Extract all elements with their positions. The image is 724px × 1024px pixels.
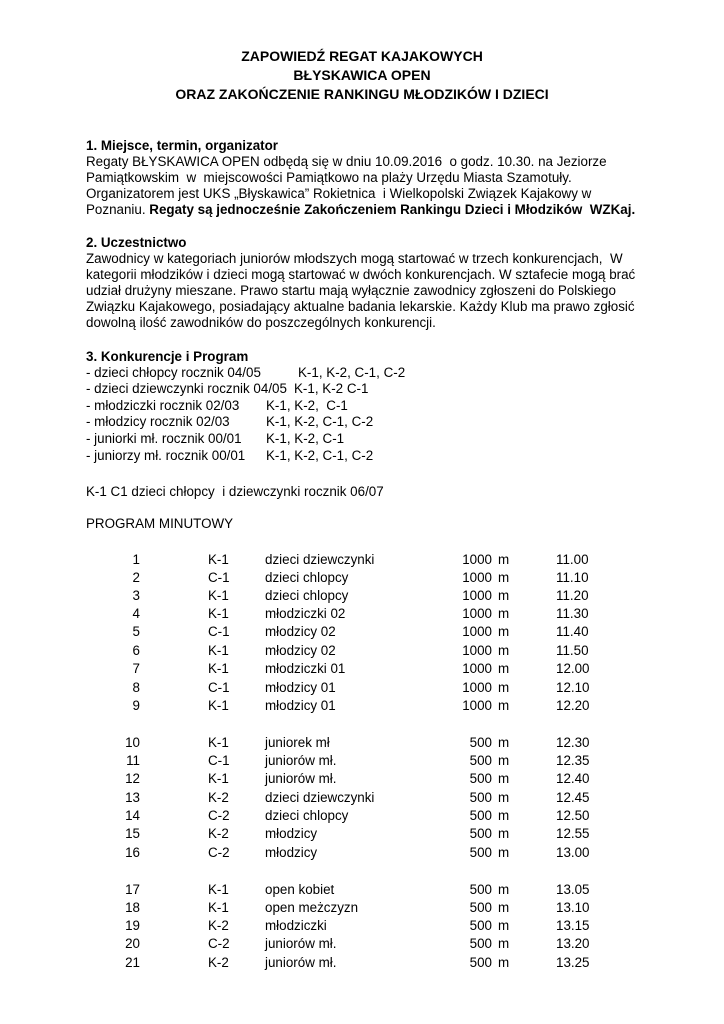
program-dist-cell: 500: [469, 900, 492, 915]
program-num-cell: 2: [132, 570, 140, 585]
program-cat-cell: młodziczki 01: [265, 661, 346, 676]
document-title-line-2: BŁYSKAWICA OPEN: [293, 67, 431, 83]
program-dist-cell: 500: [469, 955, 492, 970]
category-events: K-1, K-2, C-1: [266, 398, 348, 413]
program-num-cell: 10: [125, 735, 140, 750]
program-cat-cell: młodzicy: [265, 826, 318, 841]
program-boat-cell: K-2: [208, 790, 229, 805]
program-time-cell: 12.50: [556, 808, 590, 823]
program-unit-cell: m: [498, 826, 510, 841]
program-time-cell: 11.30: [556, 606, 589, 621]
program-boat-cell: K-1: [208, 661, 229, 676]
program-boat-cell: K-1: [208, 643, 229, 658]
program-unit-cell: m: [498, 918, 510, 933]
program-time-cell: 12.55: [556, 826, 590, 841]
program-time-cell: 11.00: [556, 552, 589, 567]
program-dist-cell: 500: [469, 808, 492, 823]
program-cat-cell: juniorek mł: [265, 735, 330, 750]
program-unit-cell: m: [498, 900, 510, 915]
program-cat-cell: juniorów mł.: [265, 771, 337, 786]
category-events: K-1, K-2 C-1: [294, 381, 369, 396]
section1-line: Pamiątkowskim w miejscowości Pamiątkowo na plaży Urzędu Miasta Szamotuły.: [86, 170, 572, 185]
program-time-cell: 13.15: [556, 918, 590, 933]
program-cat-cell: młodzicy 01: [265, 680, 336, 695]
program-cat-cell: młodzicy 02: [265, 643, 336, 658]
program-time-cell: 12.20: [556, 698, 590, 713]
program-cat-cell: młodziczki: [265, 918, 327, 933]
category-label: - młodzicy rocznik 02/03: [86, 414, 230, 429]
category-label: - juniorzy mł. rocznik 00/01: [86, 448, 246, 463]
program-boat-cell: K-2: [208, 918, 229, 933]
program-time-cell: 11.10: [556, 570, 589, 585]
program-dist-cell: 500: [469, 918, 492, 933]
program-num-cell: 11: [126, 753, 140, 768]
category-events: K-1, K-2, C-1: [266, 431, 345, 446]
program-dist-cell: 1000: [462, 643, 492, 658]
section2-line: kategorii młodzików i dzieci mogą startować w dwóch konkurencjach. W sztafecie mogą brać: [86, 267, 636, 282]
program-boat-cell: K-1: [208, 900, 229, 915]
program-unit-cell: m: [498, 624, 510, 639]
program-unit-cell: m: [498, 955, 510, 970]
program-boat-cell: K-1: [208, 771, 229, 786]
program-dist-cell: 500: [469, 936, 492, 951]
program-dist-cell: 500: [469, 790, 492, 805]
program-time-cell: 12.40: [556, 771, 590, 786]
program-cat-cell: juniorów mł.: [265, 955, 337, 970]
program-time-cell: 13.20: [556, 936, 590, 951]
program-time-cell: 12.10: [556, 680, 590, 695]
section1-bold-text: Regaty są jednocześnie Zakończeniem Rankingu Dzieci i Młodzików WZKaj.: [149, 202, 636, 217]
program-cat-cell: dzieci dziewczynki: [265, 790, 375, 805]
program-dist-cell: 500: [469, 882, 492, 897]
program-dist-cell: 500: [469, 826, 492, 841]
program-unit-cell: m: [498, 936, 510, 951]
section3-extra: K-1 C1 dzieci chłopcy i dziewczynki rocznik 06/07: [86, 484, 384, 499]
section1-line: Organizatorem jest UKS „Błyskawica” Rokietnica i Wielkopolski Związek Kajakowy w: [86, 186, 592, 201]
category-label: - dzieci dziewczynki rocznik 04/05: [86, 381, 287, 396]
program-time-cell: 13.05: [556, 882, 590, 897]
program-num-cell: 13: [125, 790, 140, 805]
program-cat-cell: dzieci dziewczynki: [265, 552, 375, 567]
program-num-cell: 7: [132, 661, 140, 676]
program-unit-cell: m: [498, 753, 510, 768]
program-unit-cell: m: [498, 808, 510, 823]
program-cat-cell: dzieci chlopcy: [265, 588, 349, 603]
program-boat-cell: K-1: [208, 606, 229, 621]
program-time-cell: 11.40: [556, 624, 589, 639]
program-cat-cell: młodzicy 01: [265, 698, 336, 713]
program-dist-cell: 500: [469, 735, 492, 750]
program-dist-cell: 500: [469, 753, 492, 768]
program-num-cell: 14: [125, 808, 140, 823]
program-cat-cell: dzieci chlopcy: [265, 808, 349, 823]
section2-line: Związku Kajakowego, posiadający aktualne badania lekarskie. Każdy Klub ma prawo zgłosić: [86, 299, 635, 314]
program-time-cell: 12.00: [556, 661, 590, 676]
program-dist-cell: 1000: [462, 588, 492, 603]
program-dist-cell: 1000: [462, 661, 492, 676]
program-num-cell: 8: [132, 680, 140, 695]
category-events: K-1, K-2, C-1, C-2: [298, 365, 406, 380]
program-time-cell: 13.00: [556, 845, 590, 860]
program-boat-cell: K-2: [208, 826, 229, 841]
program-boat-cell: K-1: [208, 588, 229, 603]
program-boat-cell: C-1: [208, 570, 230, 585]
program-cat-cell: młodziczki 02: [265, 606, 346, 621]
program-boat-cell: C-1: [208, 753, 230, 768]
program-boat-cell: C-2: [208, 845, 230, 860]
program-dist-cell: 1000: [462, 552, 492, 567]
program-cat-cell: dzieci chlopcy: [265, 570, 349, 585]
category-events: K-1, K-2, C-1, C-2: [266, 448, 374, 463]
program-unit-cell: m: [498, 570, 510, 585]
program-num-cell: 4: [132, 606, 140, 621]
section2-line: Zawodnicy w kategoriach juniorów młodszych mogą startować w trzech konkurencjach, W: [86, 251, 623, 266]
program-num-cell: 19: [125, 918, 140, 933]
category-label: - juniorki mł. rocznik 00/01: [86, 431, 242, 446]
program-num-cell: 18: [125, 900, 140, 915]
program-unit-cell: m: [498, 552, 510, 567]
category-events: K-1, K-2, C-1, C-2: [266, 414, 374, 429]
program-unit-cell: m: [498, 771, 510, 786]
section2-line: dowolną ilość zawodników do poszczególnych konkurencji.: [86, 315, 436, 330]
program-time-cell: 11.20: [556, 588, 589, 603]
program-cat-cell: młodzicy: [265, 845, 318, 860]
program-num-cell: 1: [132, 552, 140, 567]
document-title-line-3: ORAZ ZAKOŃCZENIE RANKINGU MŁODZIKÓW I DZIECI: [175, 86, 549, 102]
program-unit-cell: m: [498, 735, 510, 750]
program-unit-cell: m: [498, 606, 510, 621]
program-cat-cell: młodzicy 02: [265, 624, 336, 639]
program-heading: PROGRAM MINUTOWY: [86, 516, 234, 531]
section3-heading: 3. Konkurencje i Program: [86, 349, 249, 364]
program-cat-cell: juniorów mł.: [265, 753, 337, 768]
program-cat-cell: open kobiet: [265, 882, 335, 897]
program-dist-cell: 1000: [462, 698, 492, 713]
program-unit-cell: m: [498, 790, 510, 805]
section1-heading: 1. Miejsce, termin, organizator: [86, 138, 278, 153]
program-boat-cell: K-2: [208, 955, 229, 970]
program-time-cell: 13.10: [556, 900, 590, 915]
section2-line: udział drużyny mieszane. Prawo startu mają wyłącznie zawodnicy zgłoszeni do Polskiego: [86, 283, 616, 298]
program-unit-cell: m: [498, 680, 510, 695]
document-title-line-1: ZAPOWIEDŹ REGAT KAJAKOWYCH: [241, 48, 483, 64]
program-boat-cell: K-1: [208, 882, 229, 897]
program-dist-cell: 1000: [462, 624, 492, 639]
program-boat-cell: C-2: [208, 808, 230, 823]
program-num-cell: 9: [132, 698, 140, 713]
category-label: - dzieci chłopcy rocznik 04/05: [86, 365, 261, 380]
program-dist-cell: 1000: [462, 606, 492, 621]
section1-line: [86, 201, 635, 218]
program-cat-cell: open meżczyzn: [265, 900, 359, 915]
program-num-cell: 15: [125, 826, 140, 841]
section1-plain-text: Poznaniu.: [86, 202, 150, 217]
program-unit-cell: m: [498, 698, 510, 713]
program-num-cell: 5: [132, 624, 140, 639]
program-cat-cell: juniorów mł.: [265, 936, 337, 951]
program-time-cell: 12.30: [556, 735, 590, 750]
program-num-cell: 16: [125, 845, 140, 860]
program-time-cell: 11.50: [556, 643, 589, 658]
program-time-cell: 13.25: [556, 955, 590, 970]
program-boat-cell: K-1: [208, 735, 229, 750]
program-num-cell: 6: [132, 643, 140, 658]
section1-line: Regaty BŁYSKAWICA OPEN odbędą się w dniu 10.09.2016 o godz. 10.30. na Jeziorze: [86, 154, 607, 169]
program-unit-cell: m: [498, 661, 510, 676]
program-num-cell: 3: [132, 588, 140, 603]
program-num-cell: 21: [125, 955, 140, 970]
program-time-cell: 12.35: [556, 753, 590, 768]
section2-heading: 2. Uczestnictwo: [86, 235, 187, 250]
program-unit-cell: m: [498, 643, 510, 658]
program-dist-cell: 500: [469, 771, 492, 786]
program-boat-cell: K-1: [208, 698, 229, 713]
program-dist-cell: 1000: [462, 570, 492, 585]
program-boat-cell: C-1: [208, 680, 230, 695]
program-boat-cell: C-1: [208, 624, 230, 639]
program-unit-cell: m: [498, 588, 510, 603]
program-unit-cell: m: [498, 845, 510, 860]
program-boat-cell: K-1: [208, 552, 229, 567]
program-num-cell: 12: [125, 771, 140, 786]
program-unit-cell: m: [498, 882, 510, 897]
program-dist-cell: 500: [469, 845, 492, 860]
program-num-cell: 17: [125, 882, 140, 897]
program-boat-cell: C-2: [208, 936, 230, 951]
category-label: - młodziczki rocznik 02/03: [86, 398, 240, 413]
program-dist-cell: 1000: [462, 680, 492, 695]
program-time-cell: 12.45: [556, 790, 590, 805]
program-num-cell: 20: [125, 936, 140, 951]
